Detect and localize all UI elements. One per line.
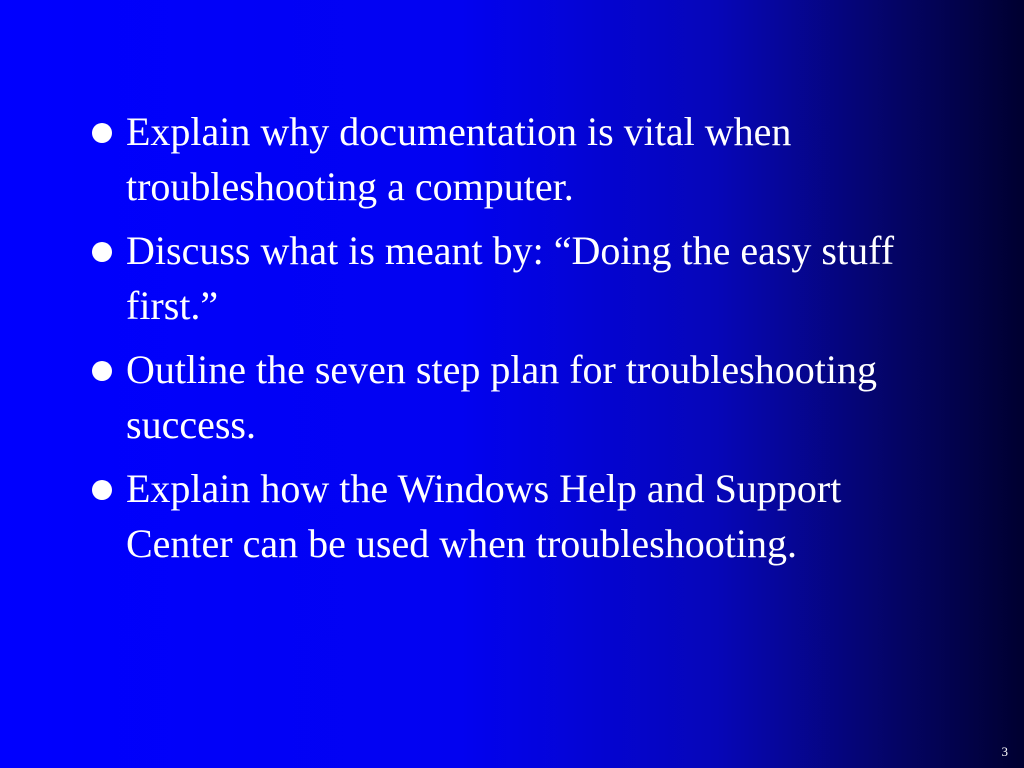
bullet-dot-icon [92,242,112,262]
bullet-item [88,104,948,214]
bullet-list [88,104,948,580]
bullet-dot-icon [92,361,112,381]
bullet-item [88,461,948,571]
bullet-item [88,342,948,452]
bullet-text: Outline the seven step plan for troubleshooting success. [126,347,877,447]
bullet-text: Explain how the Windows Help and Support Center can be used when troubleshooting. [126,466,842,566]
bullet-text: Discuss what is meant by: “Doing the easy stuff first.” [126,228,895,328]
bullet-dot-icon [92,480,112,500]
bullet-dot-icon [92,123,112,143]
slide-number: 3 [1001,744,1008,759]
bullet-item [88,223,948,333]
bullet-text: Explain why documentation is vital when troubleshooting a computer. [126,109,792,209]
